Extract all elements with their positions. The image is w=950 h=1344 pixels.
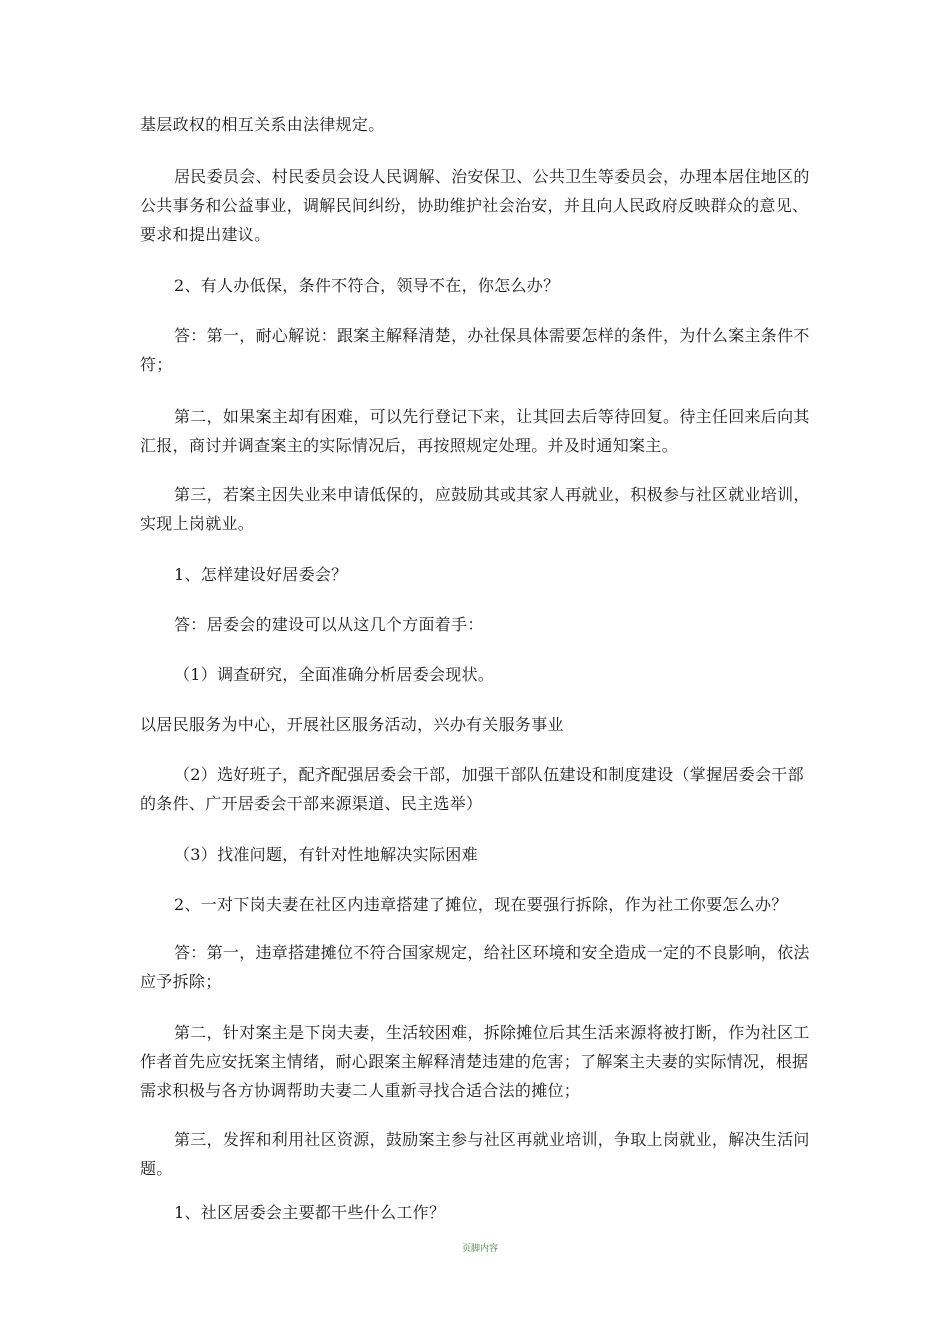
question-build-committee: 1、怎样建设好居委会？ [174,565,348,584]
question-illegal-stall: 2、一对下岗夫妻在社区内违章搭建了摊位，现在要强行拆除，作为社工你要怎么办？ [174,895,788,914]
answer-stall-second: 第二，针对案主是下岗夫妻，生活较困难，拆除摊位后其生活来源将被打断，作为社区工作者首先应安抚案主情绪，耐心跟案主解释清楚违建的危害；了解案主夫妻的实际情况，根据需求积极与各方协调帮助夫妻二人重新寻找合适合法的摊位； [140,1023,810,1100]
paragraph-service-center: 以居民服务为中心，开展社区服务活动，兴办有关服务事业 [140,715,564,734]
list-item-3: （3）找准问题，有针对性地解决实际困难 [174,845,478,864]
list-item-1: （1）调查研究，全面准确分析居委会现状。 [174,665,495,684]
answer-stall-third: 第三，发挥和利用社区资源，鼓励案主参与社区再就业培训，争取上岗就业，解决生活问题。 [140,1130,810,1178]
answer-first-explain: 答：第一，耐心解说：跟案主解释清楚，办社保具体需要怎样的条件，为什么案主条件不符； [140,326,810,374]
paragraph-committees: 居民委员会、村民委员会设人民调解、治安保卫、公共卫生等委员会，办理本居住地区的公共事务和公益事业，调解民间纠纷，协助维护社会治安，并且向人民政府反映群众的意见、要求和提出建议。 [140,167,810,244]
answer-second-register: 第二，如果案主却有困难，可以先行登记下来，让其回去后等待回复。待主任回来后向其汇报，商讨并调查案主的实际情况后，再按照规定处理。并及时通知案主。 [140,407,810,455]
answer-build-intro: 答：居委会的建设可以从这几个方面着手： [174,615,484,634]
question-low-income: 2、有人办低保，条件不符合，领导不在，你怎么办？ [174,276,560,295]
page-footer: 页脚内容 [462,1244,499,1254]
list-item-2: （2）选好班子，配齐配强居委会干部，加强干部队伍建设和制度建设（掌握居委会干部的条件、广开居委会干部来源渠道、民主选举） [140,765,804,813]
answer-third-employment: 第三，若案主因失业来申请低保的，应鼓励其或其家人再就业，积极参与社区就业培训，实现上岗就业。 [140,485,810,533]
question-committee-work: 1、社区居委会主要都干些什么工作？ [174,1203,446,1222]
paragraph-intro: 基层政权的相互关系由法律规定。 [140,115,385,134]
answer-stall-first: 答：第一，违章搭建摊位不符合国家规定，给社区环境和安全造成一定的不良影响，依法应予拆除； [140,943,810,991]
